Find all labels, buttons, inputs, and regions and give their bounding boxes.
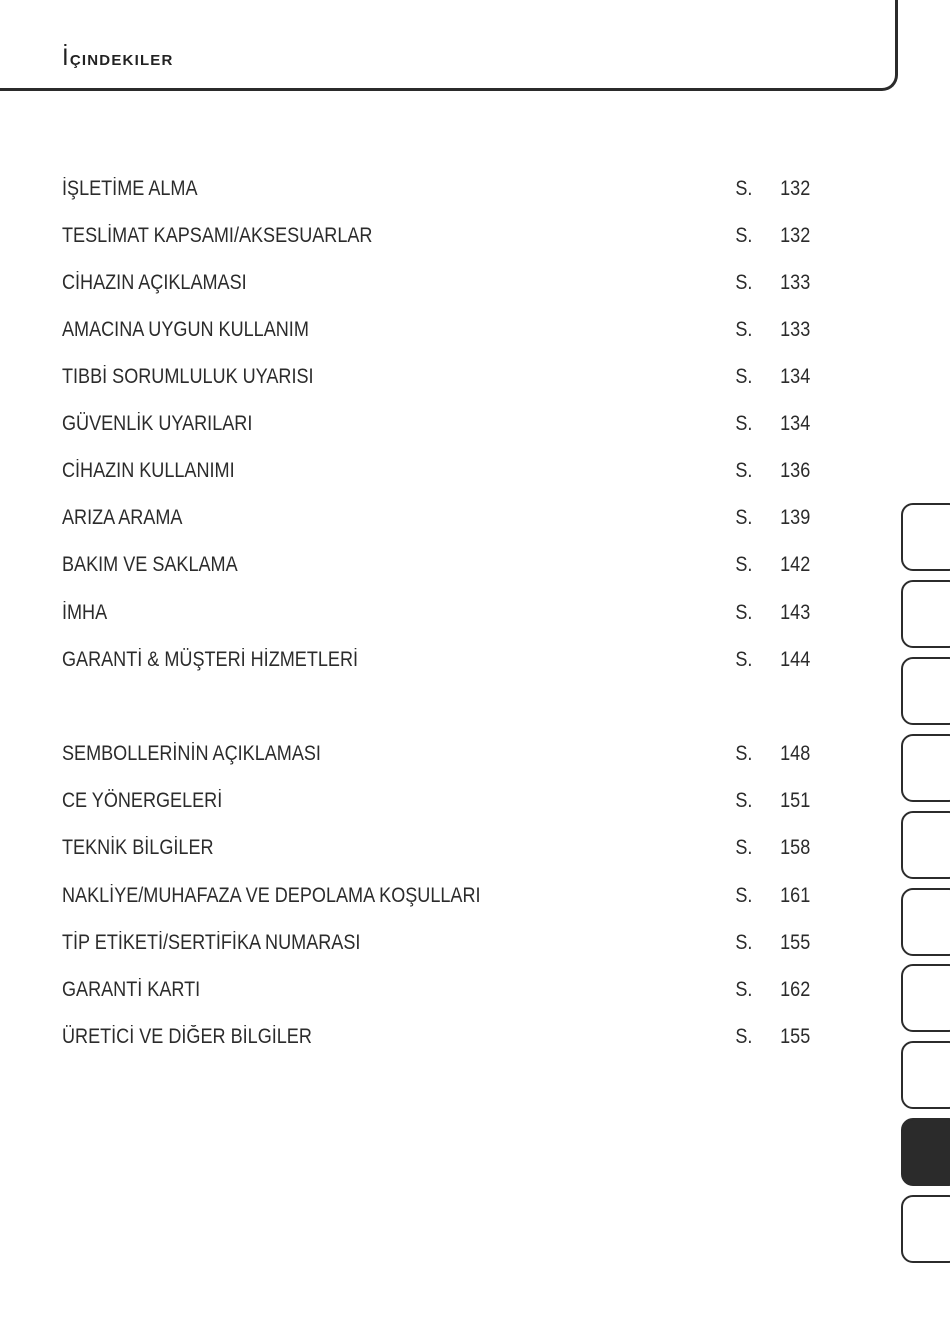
toc-entry-page-prefix: S. xyxy=(735,836,753,859)
toc-entry[interactable] xyxy=(62,881,811,911)
section-tab-active[interactable] xyxy=(901,1118,950,1186)
toc-entry-page-number: 162 xyxy=(780,978,811,1001)
toc-entry-page-prefix: S. xyxy=(735,978,753,1001)
toc-entry[interactable] xyxy=(62,833,811,863)
toc-entry[interactable] xyxy=(62,362,811,392)
section-tab[interactable] xyxy=(901,1041,950,1109)
toc-entry-page-prefix: S. xyxy=(735,506,753,529)
toc-entry-title: TEKNİK BİLGİLER xyxy=(62,836,214,859)
toc-entry-title: AMACINA UYGUN KULLANIM xyxy=(62,318,309,341)
toc-entry-page-prefix: S. xyxy=(735,318,753,341)
toc-entry-page-number: 161 xyxy=(780,884,811,907)
toc-entry-title: NAKLİYE/MUHAFAZA VE DEPOLAMA KOŞULLARI xyxy=(62,884,481,907)
toc-entry-page-number: 134 xyxy=(780,412,811,435)
toc-entry-page-number: 155 xyxy=(780,931,811,954)
toc-entry-page-number: 151 xyxy=(780,789,811,812)
toc-entry-page-prefix: S. xyxy=(735,224,753,247)
toc-entry[interactable] xyxy=(62,409,811,439)
toc-entry-page-number: 142 xyxy=(780,553,811,576)
section-tab[interactable] xyxy=(901,811,950,879)
toc-entry-page-prefix: S. xyxy=(735,742,753,765)
toc-entry[interactable] xyxy=(62,975,811,1005)
toc-entry-page-prefix: S. xyxy=(735,601,753,624)
toc-entry[interactable] xyxy=(62,598,811,628)
toc-entry[interactable] xyxy=(62,221,811,251)
toc-entry[interactable] xyxy=(62,786,811,816)
toc-entry-page-prefix: S. xyxy=(735,789,753,812)
toc-entry-page-prefix: S. xyxy=(735,1025,753,1048)
toc-entry-page-number: 144 xyxy=(780,648,811,671)
section-tab[interactable] xyxy=(901,964,950,1032)
toc-entry[interactable] xyxy=(62,739,811,769)
section-tab[interactable] xyxy=(901,503,950,571)
toc-entry-page-number: 155 xyxy=(780,1025,811,1048)
section-tab[interactable] xyxy=(901,657,950,725)
section-tab[interactable] xyxy=(901,1195,950,1263)
toc-entry-page-number: 136 xyxy=(780,459,811,482)
toc-entry-page-number: 139 xyxy=(780,506,811,529)
toc-entry-title: GARANTİ & MÜŞTERİ HİZMETLERİ xyxy=(62,648,359,671)
toc-entry-title: ÜRETİCİ VE DİĞER BİLGİLER xyxy=(62,1025,312,1048)
toc-entry-page-prefix: S. xyxy=(735,459,753,482)
page-title-initial: İ xyxy=(62,44,70,71)
toc-entry-page-number: 134 xyxy=(780,365,811,388)
toc-entry[interactable] xyxy=(62,268,811,298)
toc-entry-title: GARANTİ KARTI xyxy=(62,978,201,1001)
toc-entry[interactable] xyxy=(62,928,811,958)
toc-entry-page-prefix: S. xyxy=(735,177,753,200)
toc-entry-title: SEMBOLLERİNİN AÇIKLAMASI xyxy=(62,742,321,765)
toc-entry-page-number: 132 xyxy=(780,224,811,247)
toc-entry-page-prefix: S. xyxy=(735,884,753,907)
toc-entry-page-prefix: S. xyxy=(735,931,753,954)
toc-entry-title: CE YÖNERGELERİ xyxy=(62,789,223,812)
toc-entry-page-number: 143 xyxy=(780,601,811,624)
toc-entry-page-number: 148 xyxy=(780,742,811,765)
toc-entry-page-prefix: S. xyxy=(735,365,753,388)
toc-entry[interactable] xyxy=(62,645,811,675)
section-tab[interactable] xyxy=(901,888,950,956)
toc-entry[interactable] xyxy=(62,315,811,345)
toc-entry-title: CİHAZIN KULLANIMI xyxy=(62,459,235,482)
toc-entry-page-prefix: S. xyxy=(735,271,753,294)
toc-entry-page-prefix: S. xyxy=(735,648,753,671)
toc-entry-title: TESLİMAT KAPSAMI/AKSESUARLAR xyxy=(62,224,373,247)
toc-entry-title: CİHAZIN AÇIKLAMASI xyxy=(62,271,247,294)
toc-entry-title: TİP ETİKETİ/SERTİFİKA NUMARASI xyxy=(62,931,361,954)
toc-entry-title: ARIZA ARAMA xyxy=(62,506,183,529)
toc-entry-title: BAKIM VE SAKLAMA xyxy=(62,553,238,576)
toc-entry[interactable] xyxy=(62,456,811,486)
toc-entry-title: TIBBİ SORUMLULUK UYARISI xyxy=(62,365,314,388)
section-tab[interactable] xyxy=(901,734,950,802)
toc-entry-page-number: 132 xyxy=(780,177,811,200)
toc-entry-page-number: 133 xyxy=(780,318,811,341)
toc-entry-title: İŞLETİME ALMA xyxy=(62,177,198,200)
toc-entry[interactable] xyxy=(62,1022,811,1052)
toc-entry-page-prefix: S. xyxy=(735,553,753,576)
toc-entry[interactable] xyxy=(62,550,811,580)
toc-entry-page-prefix: S. xyxy=(735,412,753,435)
toc-entry[interactable] xyxy=(62,174,811,204)
toc-entry[interactable] xyxy=(62,503,811,533)
toc-entry-page-number: 133 xyxy=(780,271,811,294)
toc-entry-title: GÜVENLİK UYARILARI xyxy=(62,412,253,435)
page-title-rest: ÇINDEKILER xyxy=(69,52,174,69)
toc-entry-page-number: 158 xyxy=(780,836,811,859)
toc-entry-title: İMHA xyxy=(62,601,108,624)
section-tab[interactable] xyxy=(901,580,950,648)
page-title xyxy=(62,44,174,72)
